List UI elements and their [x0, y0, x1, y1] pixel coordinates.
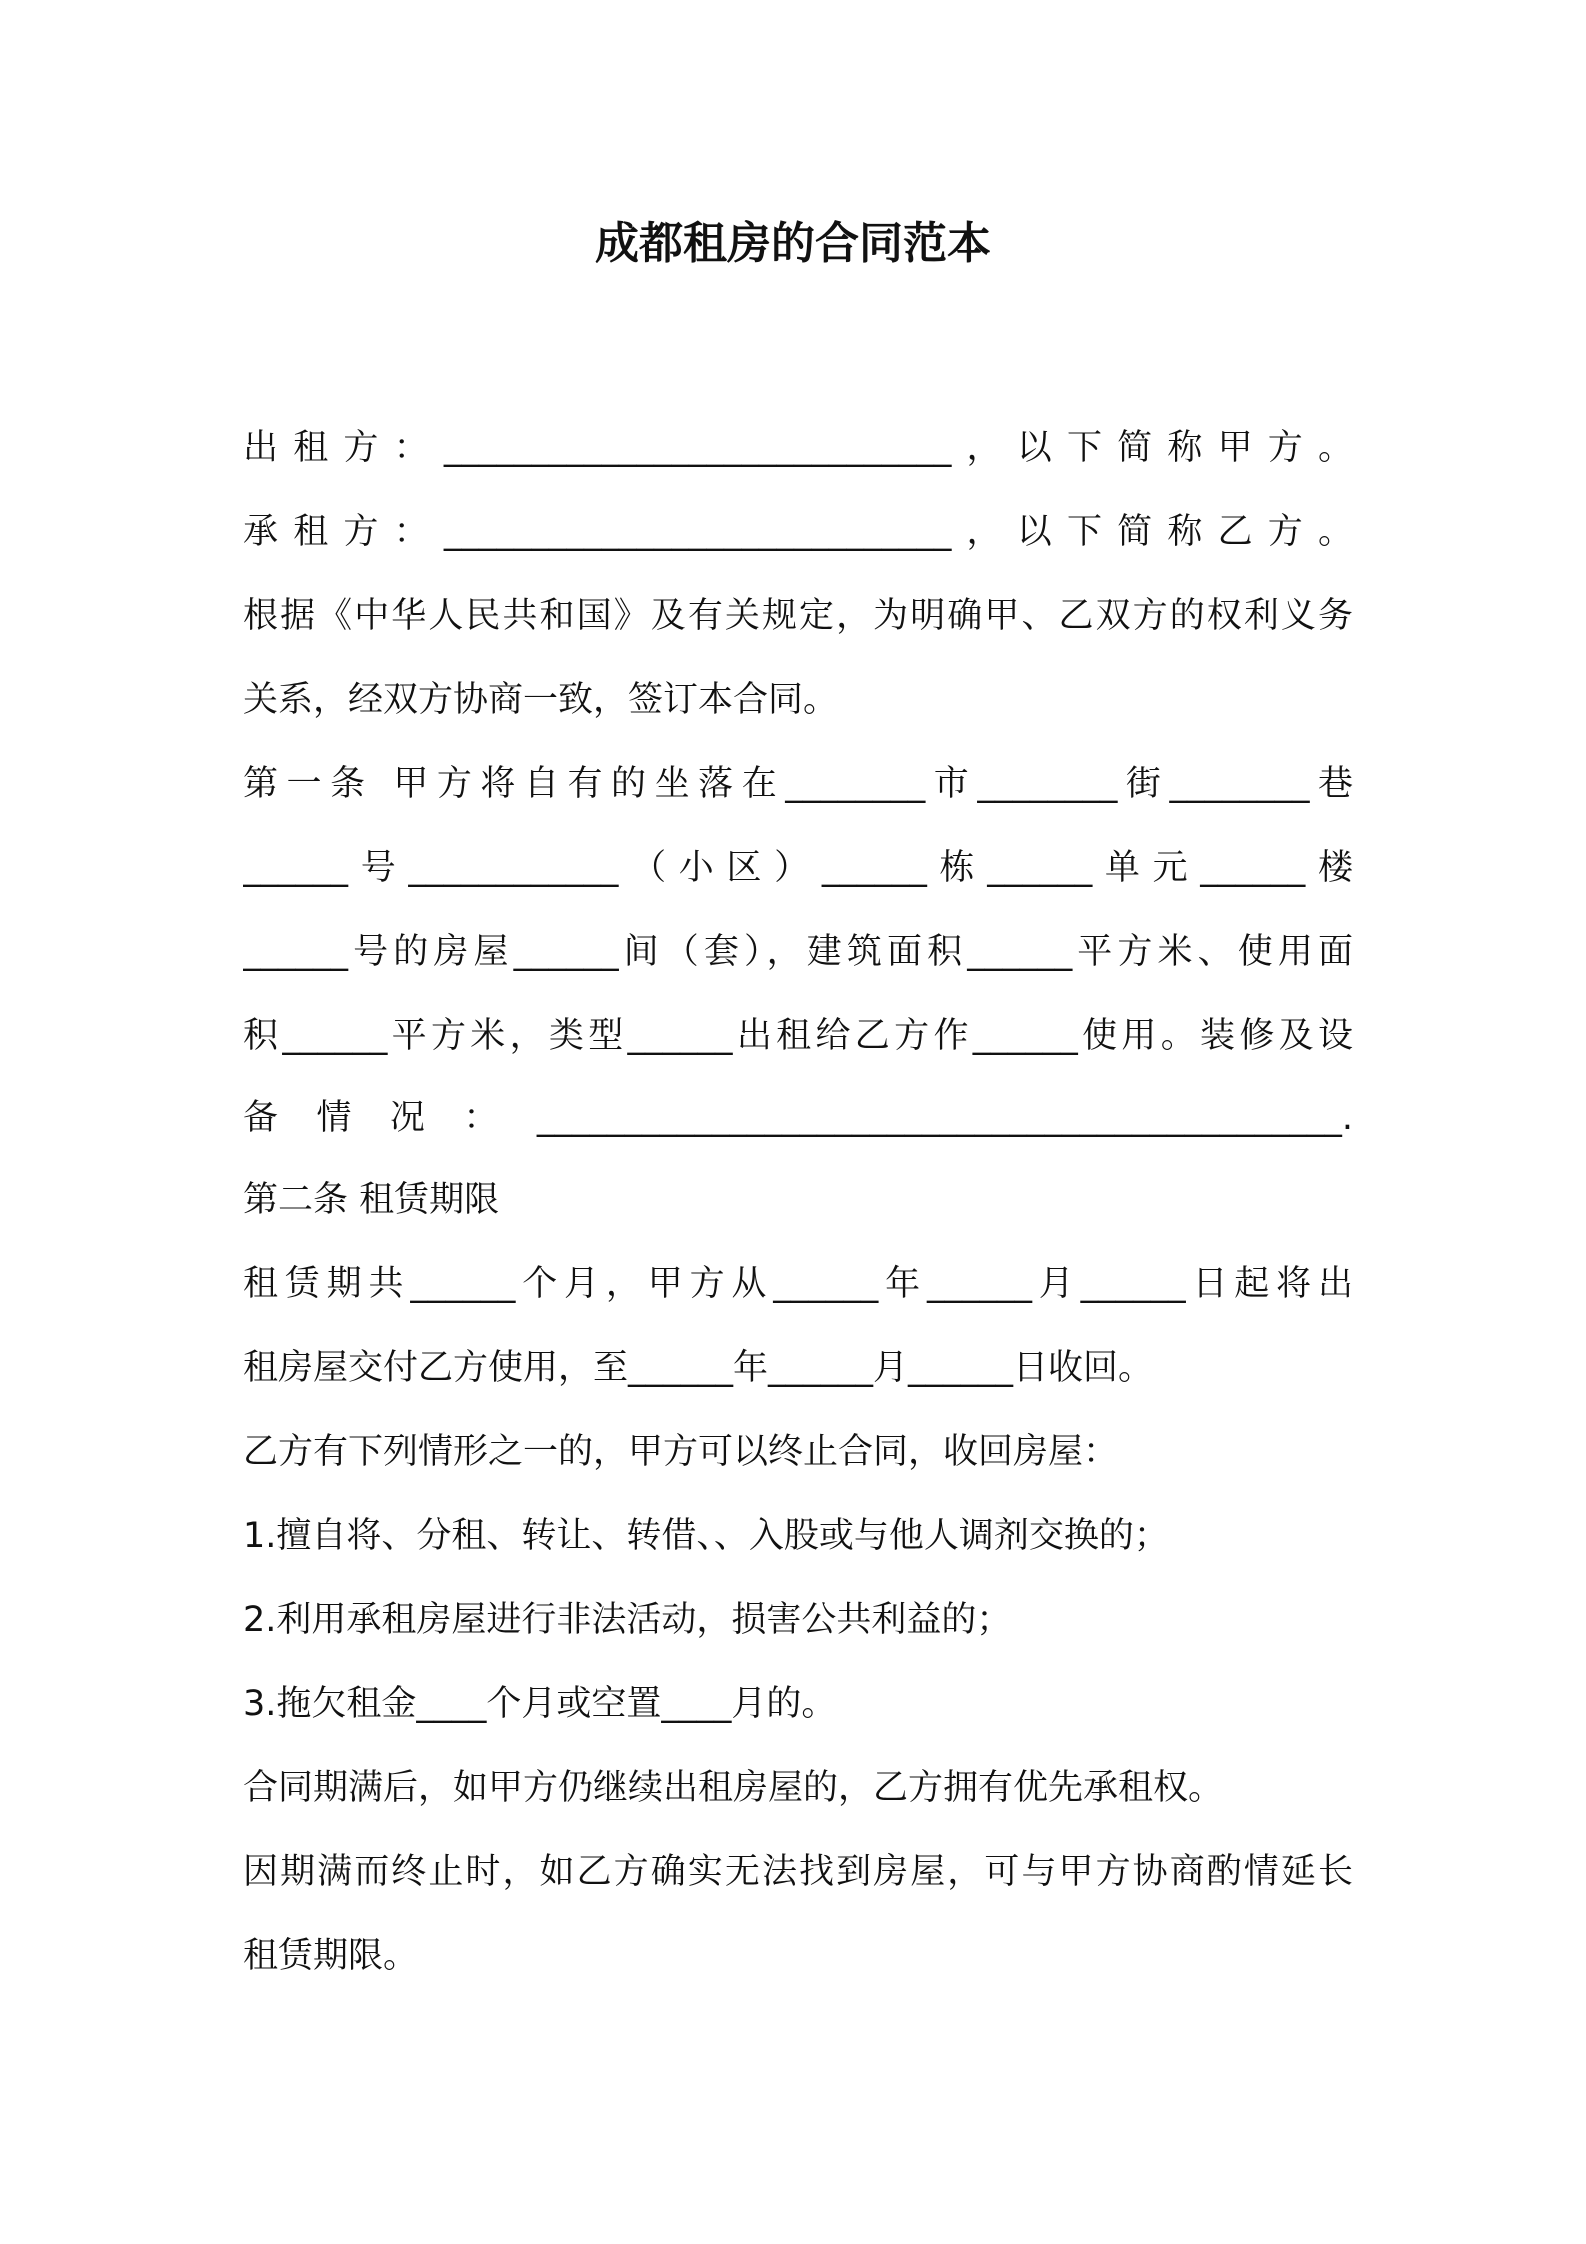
preamble-line-1: 根据《中华人民共和国》及有关规定，为明确甲、乙双方的权利义务: [243, 596, 1353, 636]
renewal-priority-line: 合同期满后，如甲方仍继续出租房屋的，乙方拥有优先承租权。: [243, 1768, 1224, 1808]
article-1-line-1: 第一条 甲方将自有的坐落在________市________街________巷: [243, 764, 1353, 804]
article-1-line-3: ______号的房屋______间（套），建筑面积______平方米、使用面: [243, 932, 1353, 972]
termination-intro: 乙方有下列情形之一的，甲方可以终止合同，收回房屋：: [243, 1432, 1119, 1472]
document-title: 成都租房的合同范本: [595, 218, 991, 269]
lessee-line: 承租方：_____________________________，以下简称乙方。: [243, 512, 1353, 552]
lessor-line: 出租方：_____________________________，以下简称甲方。: [243, 428, 1353, 468]
extension-line-1: 因期满而终止时，如乙方确实无法找到房屋，可与甲方协商酌情延长: [243, 1852, 1353, 1892]
extension-line-2: 租赁期限。: [243, 1936, 419, 1976]
article-1-line-4: 积______平方米，类型______出租给乙方作______使用。装修及设: [243, 1016, 1353, 1056]
article-1-line-2: ______号____________（小区）______栋______单元______楼: [243, 848, 1353, 888]
termination-item-2: 2.利用承租房屋进行非法活动，损害公共利益的；: [243, 1600, 1012, 1640]
lease-term-line-2: 租房屋交付乙方使用，至______年______月______日收回。: [243, 1348, 1154, 1388]
document-body: [243, 406, 1353, 1998]
article-2-heading: 第二条 租赁期限: [243, 1180, 500, 1220]
termination-item-1: 1.擅自将、分租、转让、转借、、入股或与他人调剂交换的；: [243, 1516, 1169, 1556]
lease-term-line-1: 租赁期共______个月，甲方从______年______月______日起将出: [243, 1264, 1353, 1304]
article-1-line-5: 备情况：______________________________________________.: [243, 1098, 1353, 1138]
preamble-line-2: 关系，经双方协商一致，签订本合同。: [243, 680, 839, 720]
termination-item-3: 3.拖欠租金____个月或空置____月的。: [243, 1684, 837, 1724]
